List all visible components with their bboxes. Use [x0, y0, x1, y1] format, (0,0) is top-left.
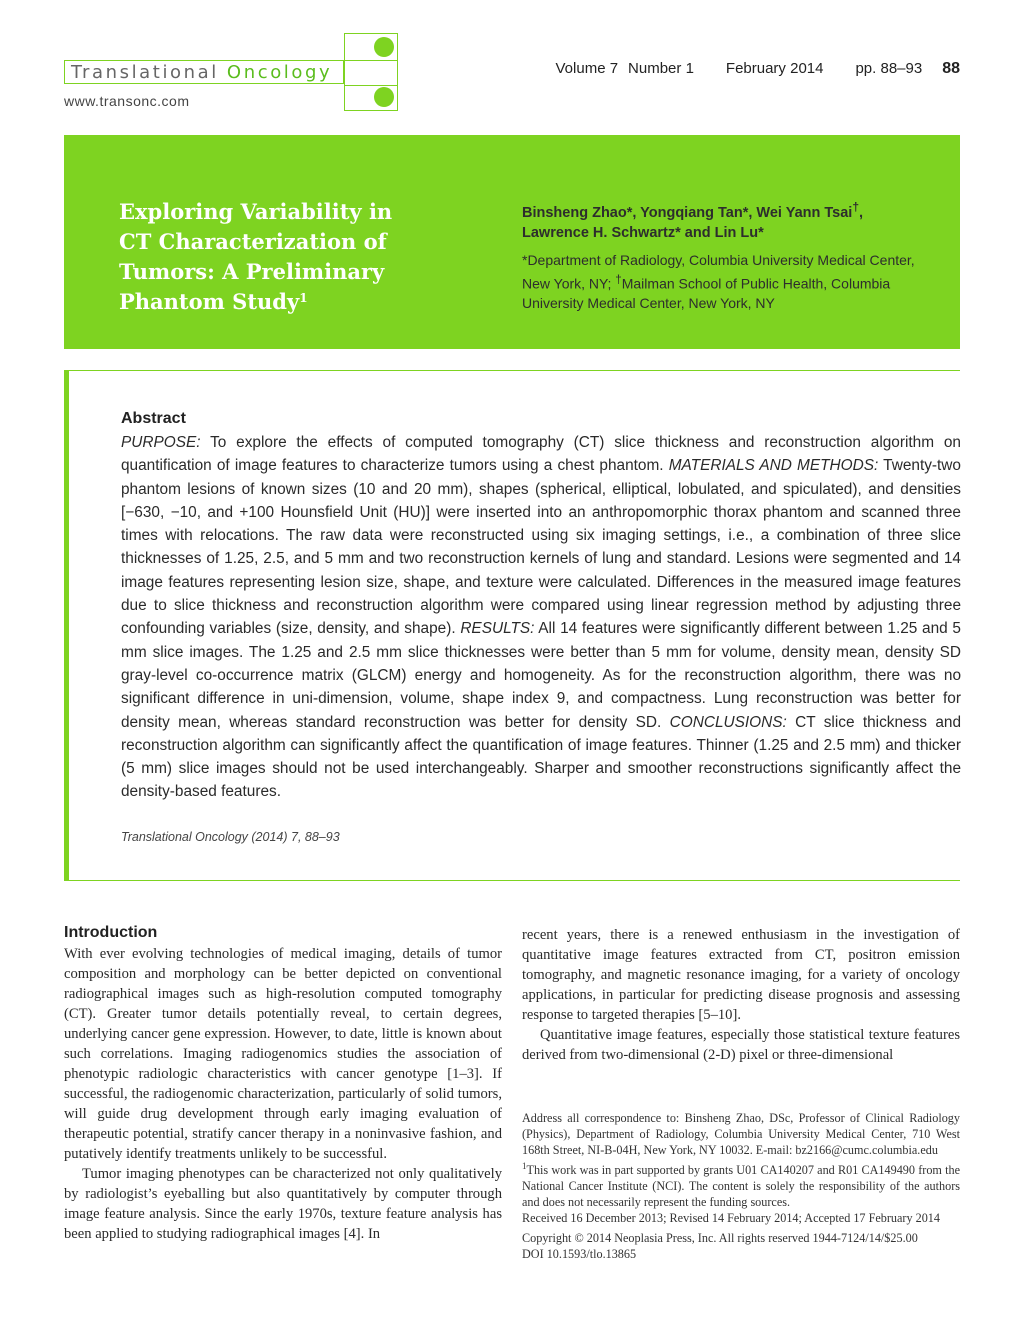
copyright-block: [522, 1230, 960, 1262]
funding-text: This work was in part supported by grants U01 CA140207 and R01 CA149490 from the National Cancer Institute (NCI). The content is solely the responsibility of the authors and does not necessarily represent the funding sources.: [522, 1163, 960, 1210]
logo-dot-icon: [374, 37, 394, 57]
received-dates: Received 16 December 2013; Revised 14 February 2014; Accepted 17 February 2014: [522, 1211, 940, 1226]
affil-mark: †: [615, 273, 622, 286]
results-text: All 14 features were significantly different between 1.25 and 5 mm slice images. The 1.25 and 2.5 mm slice thicknesses were better than 5 mm for volume, density mean, density SD gray-level co-occurrence matrix (GLCM) energy and homogeneity. As for the reconstruction algorithm, there was no significant difference in uni-dimension, volume, shape index 9, and compactness. Lung reconstruction was better for density mean, whereas standard reconstruction was better for density SD.: [121, 620, 961, 731]
issue-number: Number 1: [628, 60, 694, 77]
intro-paragraph: Quantitative image features, especially those statistical texture features derived from two-dimensional (2-D) pixel or three-dimensional: [522, 1027, 960, 1063]
journal-name-word1: Translational: [71, 61, 219, 83]
authors-line2: Lawrence H. Schwartz* and Lin Lu*: [522, 224, 764, 241]
page-range: pp. 88–93: [855, 60, 923, 77]
citation-line: Translational Oncology (2014) 7, 88–93: [121, 830, 340, 844]
volume: Volume 7: [555, 60, 619, 77]
journal-logo: [64, 60, 344, 84]
journal-url[interactable]: www.transonc.com: [64, 93, 190, 109]
running-head: [546, 60, 961, 78]
author-list: [522, 197, 942, 243]
correspondence-note: Address all correspondence to: Binsheng Zhao, DSc, Professor of Clinical Radiology (Physics), Department of Radiology, Columbia University Medical Center, 710 West 168th Street, NI-B-04H, New York, NY 10032. E-mail: bz2166@cumc.columbia.edu: [522, 1111, 960, 1157]
purpose-text: To explore the effects of computed tomography (CT) slice thickness and reconstruction algorithm on quantification of image features to characterize tumors using a chest phantom.: [121, 434, 961, 475]
footnotes: [522, 1110, 960, 1226]
intro-paragraph: With ever evolving technologies of medical imaging, details of tumor composition and morphology can be better depicted on conventional radiographical images such as high-resolution computed tomography (CT). Greater tumor details potentially reveal, to certain degrees, underlying cancer gene expression. However, to date, little is known about such correlations. Imaging radiogenomics studies the association of phenotypic radiologic characteristics with cancer genotype [1–3]. If successful, the radiogenomic characterization, particularly of solid tumors, will guide drug development through early imaging evaluation of therapeutic potential, stratify cancer therapy in a noninvasive fashion, and putatively identify treatments unlikely to be successful.: [64, 946, 502, 1162]
results-label: RESULTS:: [460, 620, 535, 638]
abstract-body: [121, 431, 961, 804]
title-band: [64, 135, 960, 349]
logo-dot-icon: [374, 87, 394, 107]
abstract-heading: Abstract: [121, 410, 186, 427]
affiliations: [522, 251, 942, 313]
methods-label: MATERIALS AND METHODS:: [668, 457, 879, 475]
title-footnote-mark: 1: [299, 291, 308, 305]
logo-divider: [345, 85, 397, 86]
authors-line1-end: ,: [859, 204, 864, 221]
issue-date: February 2014: [725, 60, 824, 77]
intro-paragraph: Tumor imaging phenotypes can be characterized not only qualitatively by radiologist’s eyeballing but also quantitatively by computer through image feature analysis. Since the early 1970s, texture feature analysis has been applied to studying radiographical images [4]. In: [64, 1166, 502, 1242]
funding-note: [522, 1158, 960, 1210]
author-affil-mark: †: [852, 200, 860, 214]
conclusions-label: CONCLUSIONS:: [669, 713, 787, 731]
copyright-line: Copyright © 2014 Neoplasia Press, Inc. All rights reserved 1944-7124/14/$25.00: [522, 1231, 918, 1245]
article-title-text: Exploring Variability in CT Characterization of Tumors: A Preliminary Phantom Study: [119, 199, 393, 314]
logo-divider: [345, 60, 397, 61]
doi-line[interactable]: DOI 10.1593/tlo.13865: [522, 1247, 637, 1261]
methods-text: Twenty-two phantom lesions of known sizes (10 and 20 mm), shapes (spherical, elliptical, lobulated, and spiculated), and densities [−630, −10, and +100 Hounsfield Unit (HU)] were inserted into an anthropomorphic thorax phantom and scanned three times with relocations. The raw data were reconstructed using six imaging settings, i.e., a combination of three slice thicknesses of 1.25, 2.5, and 5 mm and two reconstruction kernels of lung and standard. Lesions were segmented and 14 image features representing lesion size, shape, and texture were calculated. Differences in the measured image features due to slice thickness and reconstruction algorithm were compared using linear regression method by adjusting three confounding variables (size, density, and shape).: [121, 457, 961, 638]
conclusions-text: CT slice thickness and reconstruction algorithm can significantly affect the quantification of image features. Thinner (1.25 and 2.5 mm) and thicker (5 mm) slice images should not be used interchangeably. Sharper and smoother reconstructions significantly affect the density-based features.: [121, 713, 961, 801]
affiliation-2: Mailman School of Public Health, Columbia University Medical Center, New York, NY: [522, 275, 891, 311]
funding-mark: 1: [522, 1161, 527, 1171]
body-column-right: [522, 925, 960, 1065]
introduction-heading: Introduction: [64, 924, 158, 941]
purpose-label: PURPOSE:: [121, 434, 201, 451]
page-number: 88: [942, 60, 960, 77]
intro-paragraph: recent years, there is a renewed enthusiasm in the investigation of quantitative image features extracted from CT, positron emission tomography, and magnetic resonance imaging, for a variety of oncology applications, in particular for predicting disease prognosis and assessing response to targeted therapies [5–10].: [522, 927, 960, 1023]
authors-line1: Binsheng Zhao*, Yongqiang Tan*, Wei Yann Tsai: [522, 204, 853, 221]
article-title: [119, 197, 419, 317]
journal-name-word2: Oncology: [226, 61, 333, 83]
affiliation-1: *Department of Radiology, Columbia University Medical Center, New York, NY;: [522, 252, 915, 292]
body-column-left: [64, 944, 502, 1244]
